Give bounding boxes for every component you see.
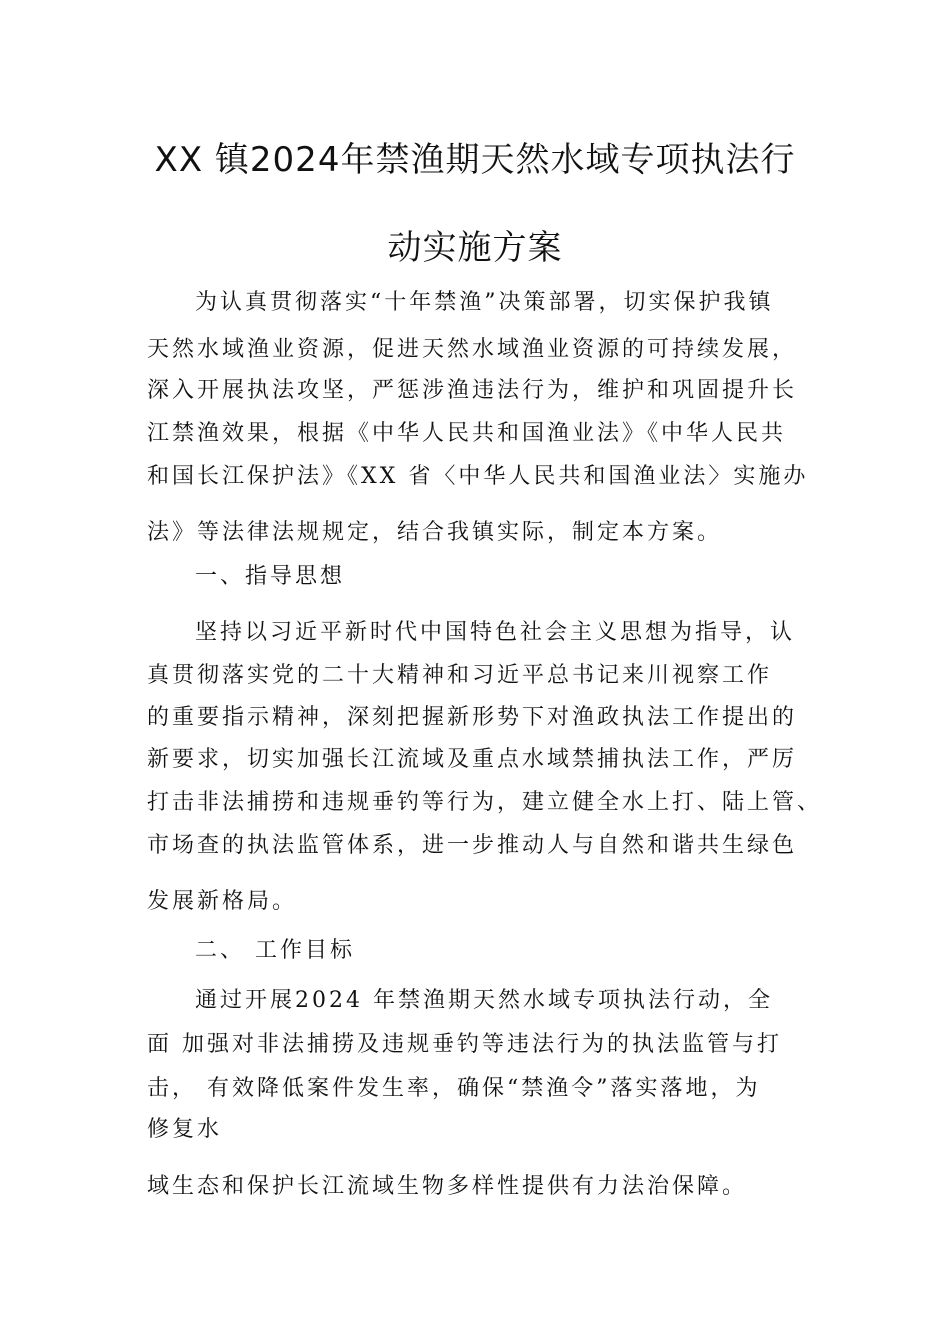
intro-line: 深入开展执法攻坚，严惩涉渔违法行为，维护和巩固提升长 — [147, 378, 798, 403]
section2-line: 面 加强对非法捕捞及违规垂钓等违法行为的执法监管与打 — [147, 1032, 782, 1057]
section2-line: 域生态和保护长江流域生物多样性提供有力法治保障。 — [147, 1174, 748, 1199]
intro-line: 江禁渔效果，根据《中华人民共和国渔业法》《中华人民共 — [147, 421, 787, 446]
document-title-line-1: XX 镇2024年禁渔期天然水域专项执法行 — [154, 140, 796, 180]
section-heading-guiding-ideology: 一、指导思想 — [195, 564, 346, 589]
intro-line: 为认真贯彻落实“十年禁渔”决策部署，切实保护我镇 — [195, 290, 774, 315]
section1-line: 新要求，切实加强长江流域及重点水域禁捕执法工作，严厉 — [147, 747, 798, 772]
section2-line: 击， 有效降低案件发生率，确保“禁渔令”落实落地，为 — [147, 1076, 761, 1101]
section1-line: 的重要指示精神，深刻把握新形势下对渔政执法工作提出的 — [147, 705, 798, 730]
section1-line: 打击非法捕捞和违规垂钓等行为，建立健全水上打、陆上管、 — [147, 790, 823, 815]
intro-line: 法》等法律法规规定，结合我镇实际，制定本方案。 — [147, 520, 723, 545]
section1-line: 坚持以习近平新时代中国特色社会主义思想为指导，认 — [195, 620, 796, 645]
section1-line: 发展新格局。 — [147, 889, 298, 914]
section1-line: 市场查的执法监管体系，进一步推动人与自然和谐共生绿色 — [147, 833, 798, 858]
section2-line: 修复水 — [147, 1117, 223, 1142]
section1-line: 真贯彻落实党的二十大精神和习近平总书记来川视察工作 — [147, 663, 773, 688]
section-heading-work-goals: 二、 工作目标 — [195, 938, 355, 963]
section2-line: 通过开展2024 年禁渔期天然水域专项执法行动，全 — [195, 988, 773, 1013]
document-title-line-2: 动实施方案 — [387, 228, 563, 268]
intro-line: 天然水域渔业资源，促进天然水域渔业资源的可持续发展， — [147, 337, 798, 362]
intro-line: 和国长江保护法》《XX 省〈中华人民共和国渔业法〉实施办 — [147, 464, 809, 489]
